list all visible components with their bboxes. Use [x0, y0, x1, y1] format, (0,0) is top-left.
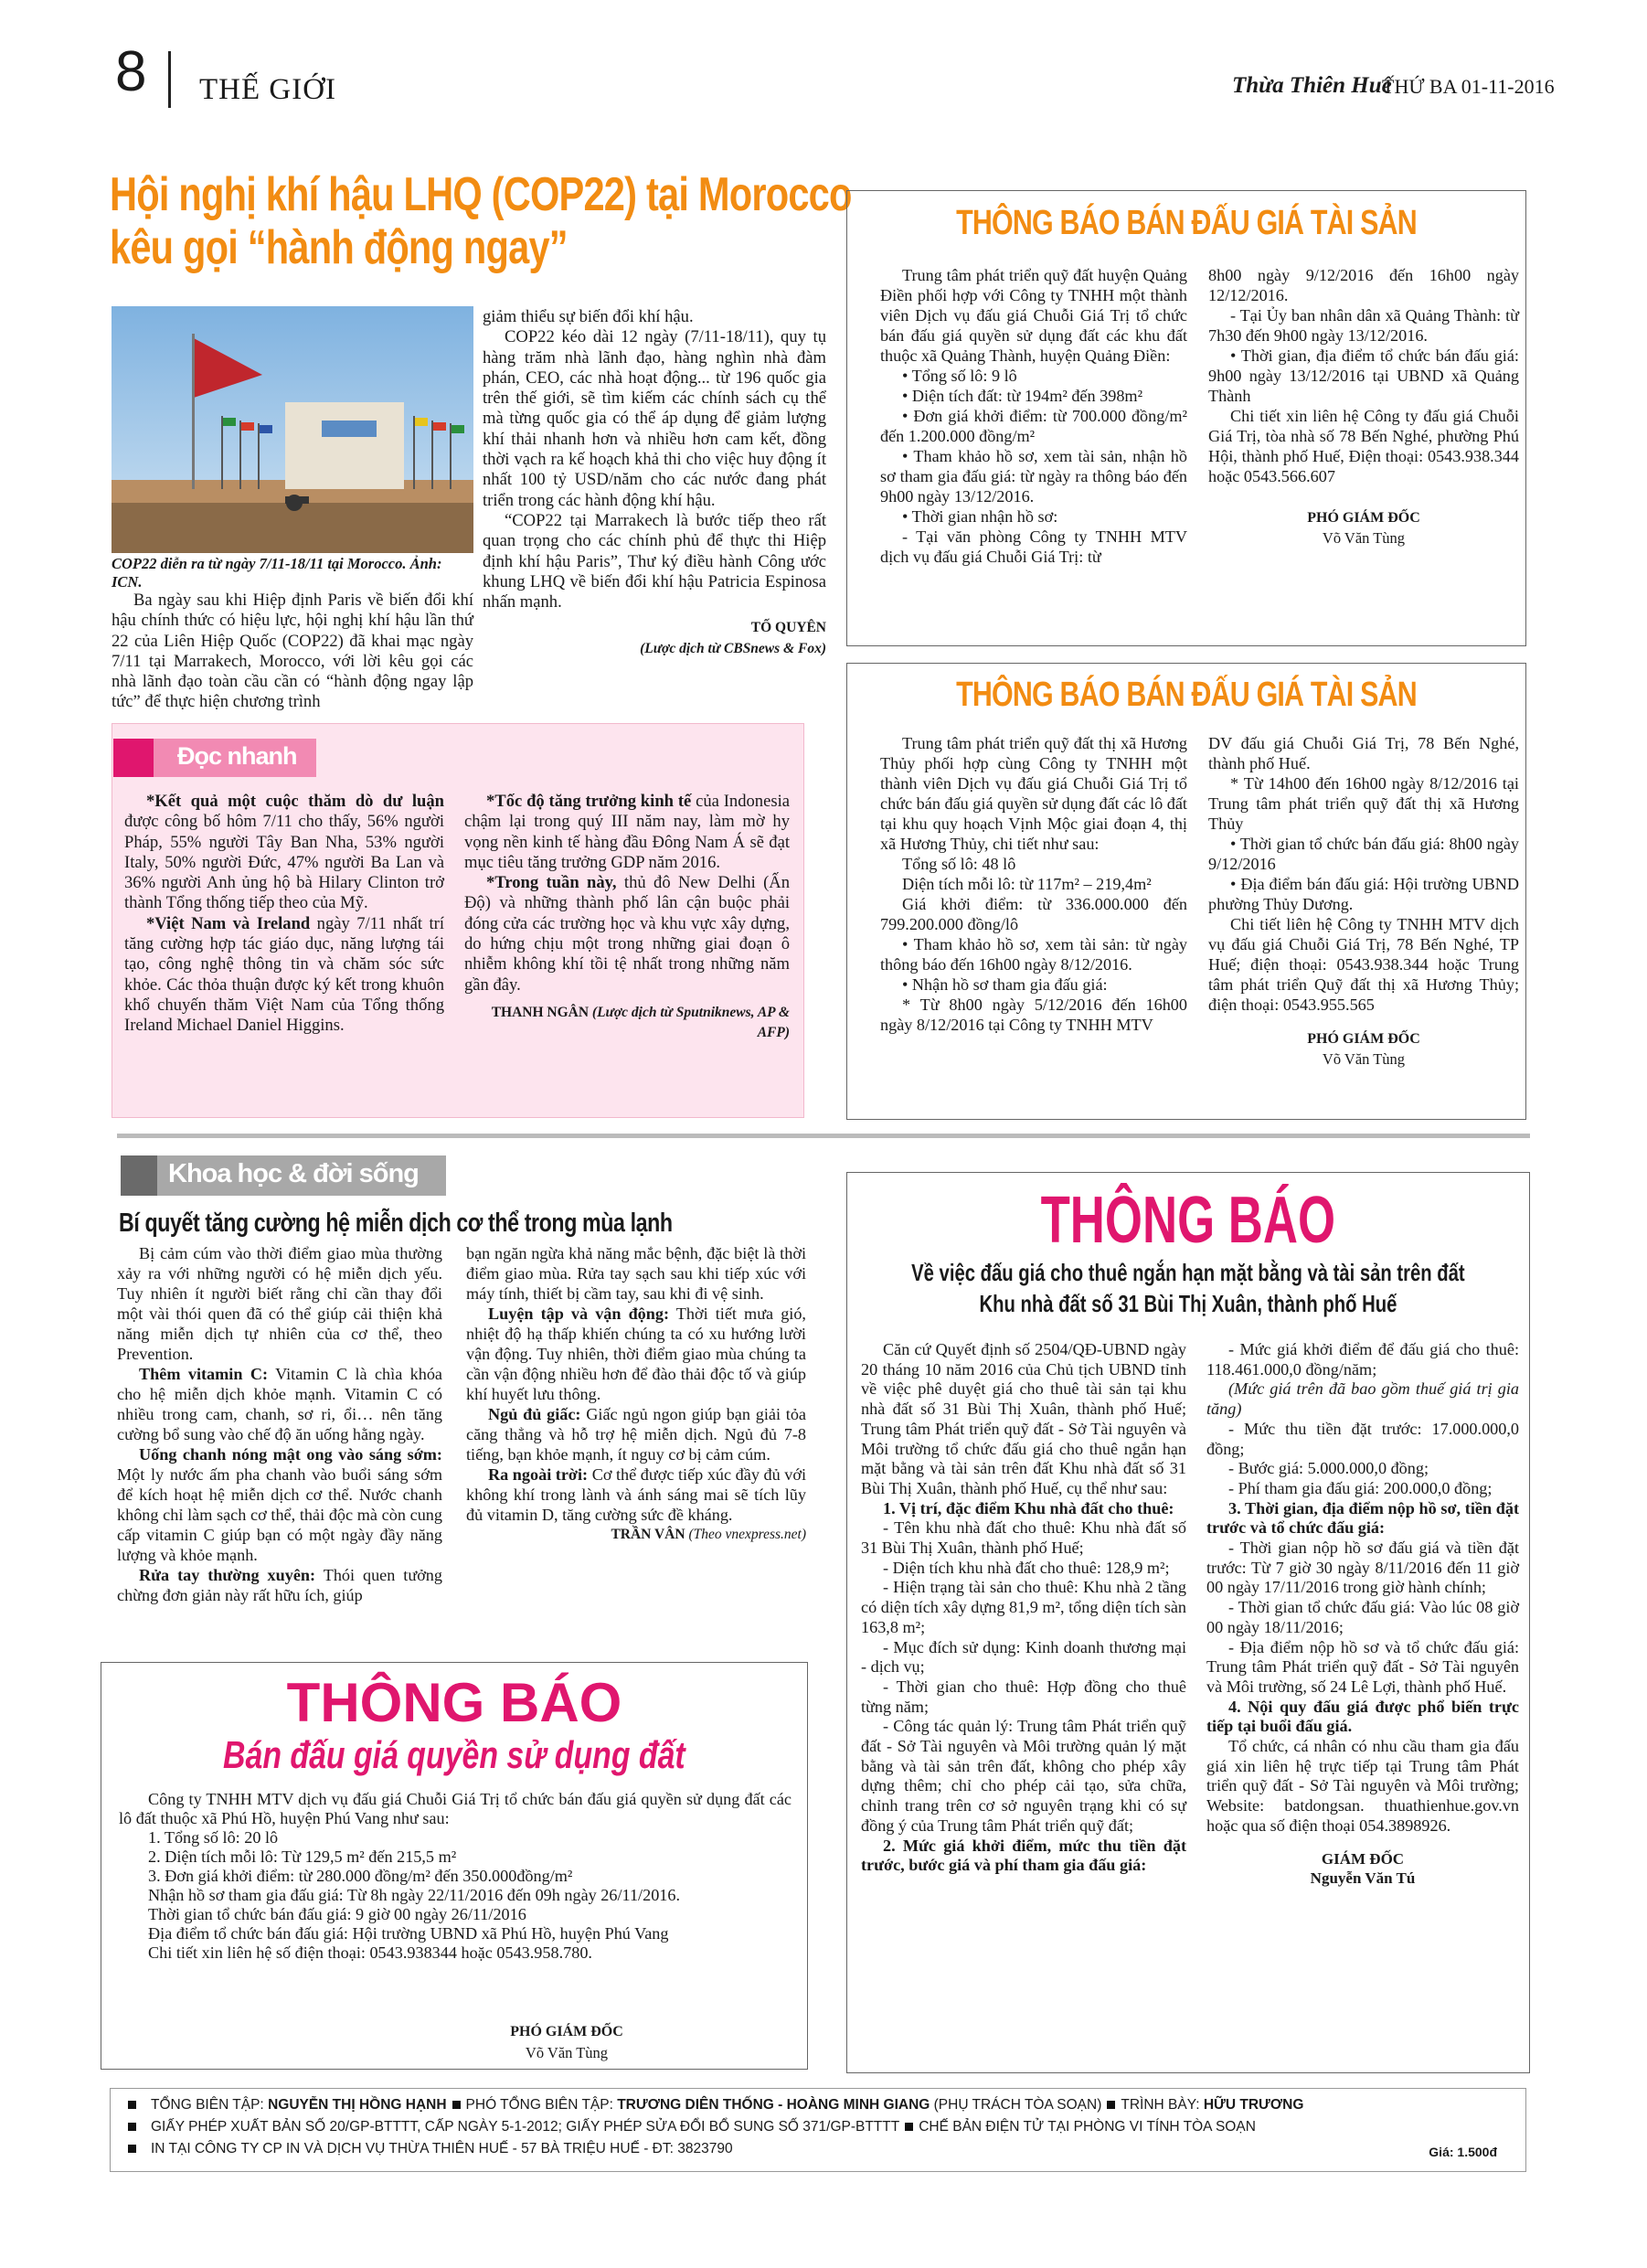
ad2-l5: • Tham khảo hồ sơ, xem tài sản: từ ngày thông báo đến 16h00 ngày 8/12/2016. [880, 935, 1187, 974]
cop22-source: (Lược dịch từ CBSnews & Fox) [640, 640, 826, 656]
cop22-photo [112, 306, 473, 553]
ad4-r2: (Mức giá trên đã bao gồm thuế giá trị gia tăng) [1206, 1379, 1519, 1419]
docnhanh-i2: ngày 7/11 nhất trí tăng cường hợp tác giáo dục, năng lượng tái tạo, công nghệ thông tin và chăm sóc sức khỏe. Các thỏa thuận được ký kết trong khuôn khổ chuyến thăm Việt Nam của Tổng thống Ireland Michael Daniel Higgins. [124, 913, 444, 1036]
docnhanh-source: (Lược dịch từ Sputniknews, AP & AFP) [591, 1004, 790, 1040]
docnhanh-i1: được công bố hôm 7/11 cho thấy, 56% người Pháp, 55% người Tây Ban Nha, 53% người Italy, 50% người Đức, 47% người Ba Lan và 36% người Anh ủng hộ bà Hilary Clinton trở thành Tổng thống tiếp theo của Mỹ. [124, 812, 444, 913]
page-number: 8 [115, 40, 147, 103]
cop22-p2: giảm thiểu sự biến đổi khí hậu. [483, 307, 694, 326]
khoahoc-label: Khoa học & đời sống [168, 1159, 419, 1188]
cop22-caption: COP22 diễn ra từ ngày 7/11-18/11 tại Morocco. Ảnh: ICN. [112, 555, 442, 591]
cop22-col2 [483, 307, 826, 659]
footer-printer: IN TẠI CÔNG TY CP IN VÀ DỊCH VỤ THỪA THIÊN HUẾ - 57 BÀ TRIỆU HUẾ - ĐT: 3823790 [151, 2141, 733, 2156]
ad1-col1 [880, 265, 1187, 567]
docnhanh-i3-lead: *Tốc độ tăng trưởng kinh tế [486, 792, 692, 811]
cop22-col1 [112, 591, 473, 713]
kh-p5: bạn ngăn ngừa khả năng mắc bệnh, đặc biệt là thời điểm giao mùa. Rửa tay sạch sau khi tiếp xúc với máy tính, thiết bị cầm tay, sau khi đi vệ sinh. [466, 1244, 806, 1303]
khoahoc-title: Bí quyết tăng cường hệ miễn dịch cơ thể trong mùa lạnh [119, 1209, 673, 1238]
docnhanh-i4-lead: *Trong tuần này, [486, 873, 617, 893]
ad4-l5: - Mục đích sử dụng: Kinh doanh thương mại - dịch vụ; [861, 1637, 1186, 1677]
ad2-r4: • Địa điểm bán đấu giá: Hội trường UBND phường Thủy Dương. [1208, 875, 1519, 913]
ad4-h2: 2. Mức giá khởi điểm, mức thu tiền đặt trước, bước giá và phí tham gia đấu giá: [861, 1836, 1186, 1875]
ad3-title: THÔNG BÁO [286, 1672, 622, 1733]
docnhanh-col1 [124, 792, 444, 1037]
ad2-r3: • Thời gian tổ chức bán đấu giá: 8h00 ngày 9/12/2016 [1208, 835, 1519, 873]
ad2-l1: Trung tâm phát triển quỹ đất thị xã Hương Thủy phối hợp cùng Công ty TNHH một thành viên Dịch vụ đấu giá Chuỗi Giá Trị tổ chức bán đấu giá quyền sử dụng đất các lô đất tại khu quy hoạch Vịnh Mộc giai đoạn 4, thị xã Hương Thủy, chi tiết như sau: [880, 734, 1187, 853]
ad1-r1: 8h00 ngày 9/12/2016 đến 16h00 ngày 12/12/2016. [1208, 266, 1519, 304]
footer-line-1 [128, 2097, 1303, 2114]
cop22-headline-1: Hội nghị khí hậu LHQ (COP22) tại Morocco [110, 168, 852, 221]
kh-p3-lead: Uống chanh nóng mật ong vào sáng sớm: [139, 1445, 442, 1464]
kh-p3: Một ly nước ấm pha chanh vào buổi sáng sớm để kích hoạt hệ miễn dịch cơ thể. Nước chanh không chỉ làm sạch cơ thể, thải độc mà còn cung cấp vitamin C giúp bạn có một ngày đầy năng lượng và khỏe mạnh. [117, 1465, 442, 1564]
docnhanh-i4: thủ đô New Delhi (Ấn Độ) và những thành phố lân cận buộc phải đóng cửa các trường học và khu vực xây dựng, do hứng chịu một trong những giai đoạn ô nhiễm không khí tồi tệ nhất trong những năm gần đây. [464, 873, 790, 995]
ad3-l1: Công ty TNHH MTV dịch vụ đấu giá Chuỗi Giá Trị tổ chức bán đấu giá quyền sử dụng đất các lô đất thuộc xã Phú Hồ, huyện Phú Vang như sau: [119, 1790, 792, 1827]
ad4-r9: Tổ chức, cá nhân có nhu cầu tham gia đấu giá xin liên hệ trực tiếp tại Trung tâm Phát triển quỹ đất - Sở Tài nguyên và Môi trường; Website: batdongsan. thuathienhue.gov.vn hoặc qua số điện thoại 054.3898926. [1206, 1737, 1519, 1835]
ad4-r3: - Mức thu tiền đặt trước: 17.000.000,0 đồng; [1206, 1419, 1519, 1458]
footer-ptbt-label: PHÓ TỔNG BIÊN TẬP: [465, 2097, 613, 2113]
kh-p6-lead: Luyện tập và vận động: [488, 1304, 670, 1323]
ad3-name: Võ Văn Tùng [525, 2044, 609, 2061]
kh-p2: Vitamin C là chìa khóa cho hệ miễn dịch khỏe mạnh. Vitamin C có nhiều trong cam, chanh, sơ ri, ổi… nên tăng cường bổ sung vào chế độ ăn uống hằng ngày. [117, 1365, 442, 1443]
kh-p2-lead: Thêm vitamin C: [139, 1365, 269, 1383]
ad2-name: Võ Văn Tùng [1322, 1050, 1406, 1068]
docnhanh-col2 [464, 792, 790, 1043]
ad4-r8: - Địa điểm nộp hồ sơ và tổ chức đấu giá: Trung tâm Phát triển quỹ đất - Sở Tài nguyên và Môi trường, số 24 Lê Lợi, thành phố Huế. [1206, 1637, 1519, 1696]
ad4-r4: - Bước giá: 5.000.000,0 đồng; [1228, 1459, 1429, 1478]
cop22-p3: COP22 kéo dài 12 ngày (7/11-18/11), quy tụ hàng trăm nhà lãnh đạo, hàng nghìn nhà đàm phán, CEO, các nhà hoạt động... từ 196 quốc gia trên thế giới, sẽ tìm kiếm các chính sách cụ thể mà từng quốc gia có thể áp dụng để giảm lượng khí thải nhanh hơn và nhiều hơn cam kết, đồng thời vạch ra kế hoạch khả thi cho việc huy động ít nhất 100 tỷ USD/năm cho các nước đang phát triển trong các hành động khí hậu. [483, 327, 826, 510]
ad1-name: Võ Văn Tùng [1322, 529, 1406, 547]
ad2-l6: • Nhận hồ sơ tham gia đấu giá: [902, 975, 1108, 994]
ad4-r5: - Phí tham gia đấu giá: 200.000,0 đồng; [1228, 1478, 1493, 1497]
ad3-l4: 3. Đơn giá khởi điểm: từ 280.000 đồng/m² đến 350.000đồng/m² [148, 1867, 573, 1885]
ad1-l5: • Tham khảo hồ sơ, xem tài sản, nhận hồ sơ tham gia đấu giá: từ ngày ra thông báo đến 9h00 ngày 13/12/2016. [880, 447, 1187, 506]
cop22-p4: “COP22 tại Marrakech là bước tiếp theo rất quan trọng cho các chính phủ để thực thi Hiệp định khí hậu Paris”, Thư ký điều hành Công ước khung LHQ về biến đổi khí hậu Patricia Espinosa nhấn mạnh. [483, 510, 826, 612]
footer-line-3 [128, 2141, 733, 2157]
footer-ptbt: TRƯƠNG DIÊN THỐNG - HOÀNG MINH GIANG [617, 2097, 930, 2113]
ad2-l4: Giá khởi điểm: từ 336.000.000 đến 799.200.000 đồng/lô [880, 895, 1187, 933]
ad3-l8: Chi tiết xin liên hệ số điện thoại: 0543.938344 hoặc 0543.958.780. [148, 1943, 592, 1962]
ad1-l2: • Tổng số lô: 9 lô [902, 367, 1017, 385]
kh-p4: Thói quen tưởng chừng đơn giản này rất hữu ích, giúp [117, 1566, 442, 1604]
ad1-l6: • Thời gian nhận hồ sơ: [902, 507, 1058, 526]
ad4-r1: - Mức giá khởi điểm để đấu giá cho thuê: 118.461.000,0 đồng/năm; [1206, 1340, 1519, 1379]
cop22-headline-2: kêu gọi “hành động ngay” [110, 221, 568, 274]
ad3-l6: Thời gian tổ chức bán đấu giá: 9 giờ 00 ngày 26/11/2016 [148, 1905, 526, 1923]
kh-source: (Theo vnexpress.net) [688, 1527, 806, 1542]
footer-ptbt-note: (PHỤ TRÁCH TÒA SOẠN) [933, 2097, 1102, 2113]
ad1-l3: • Diện tích đất: từ 194m² đến 398m² [902, 387, 1143, 405]
ad1-r4: Chi tiết xin liên hệ Công ty đấu giá Chuỗi Giá Trị, tòa nhà số 78 Bến Nghé, phường Phú Hội, thành phố Huế, Điện thoại: 0543.938.344 hoặc 0543.566.607 [1208, 407, 1519, 485]
ad3-body [119, 1790, 792, 1963]
ad1-col2 [1208, 265, 1519, 548]
ad2-r2: * Từ 14h00 đến 16h00 ngày 8/12/2016 tại Trung tâm phát triển quỹ đất thị xã Hương Thủy [1208, 774, 1519, 833]
ad4-r7: - Thời gian tổ chức đấu giá: Vào lúc 08 giờ 00 ngày 18/11/2016; [1206, 1598, 1519, 1636]
kh-author: TRẦN VÂN [611, 1527, 685, 1542]
ad3-l2: 1. Tổng số lô: 20 lô [148, 1828, 279, 1847]
ad3-sig: PHÓ GIÁM ĐỐC [510, 2024, 623, 2039]
docnhanh-i1-lead: *Kết quả một cuộc thăm dò dư luận [146, 792, 444, 811]
ad2-r5: Chi tiết liên hệ Công ty TNHH MTV dịch vụ đấu giá Chuỗi Giá Trị, 78 Bến Nghé, TP Huế; điện thoại: 0543.938.344 hoặc Trung tâm phát triển Quỹ đất thị xã Hương Thủy; điện thoại: 0543.955.565 [1208, 915, 1519, 1014]
ad4-col2 [1206, 1340, 1519, 1889]
ad4-l6: - Thời gian cho thuê: Hợp đồng cho thuê từng năm; [861, 1677, 1186, 1716]
ad2-sig: PHÓ GIÁM ĐỐC [1307, 1031, 1420, 1047]
ad4-l7: - Công tác quản lý: Trung tâm Phát triển quỹ đất - Sở Tài nguyên và Môi trường quản lý mặt bằng và tài sản trên đất, không cho phép xây dựng thêm; chỉ cho phép cải tạo, sửa chữa, chỉnh trang trên cơ sở nguyên trạng khi có sự đồng ý của Trung tâm Phát triển quỹ đất; [861, 1717, 1186, 1835]
ad2-title: THÔNG BÁO BÁN ĐẤU GIÁ TÀI SẢN [956, 676, 1417, 714]
ad4-title: THÔNG BÁO [1040, 1184, 1336, 1257]
docnhanh-i3: của Indonesia chậm lại trong quý III năm nay, làm mờ hy vọng nền kinh tế hàng đầu Đông Nam Á sẽ đạt mục tiêu tăng trưởng GDP năm 2016. [464, 792, 790, 872]
ad2-l7: * Từ 8h00 ngày 5/12/2016 đến 16h00 ngày 8/12/2016 tại Công ty TNHH MTV [880, 996, 1187, 1034]
ad1-r3: • Thời gian, địa điểm tổ chức bán đấu giá: 9h00 ngày 13/12/2016 tại UBND xã Quảng Thành [1208, 346, 1519, 405]
ad4-l4: - Hiện trạng tài sản cho thuê: Khu nhà 2 tầng có diện tích xây dựng 81,9 m², tổng diện tích sàn 163,8 m²; [861, 1578, 1186, 1636]
khoahoc-col1 [117, 1243, 442, 1605]
ad4-sub2: Khu nhà đất số 31 Bùi Thị Xuân, thành phố Huế [979, 1290, 1397, 1317]
footer-tbt-label: TỔNG BIÊN TẬP: [151, 2097, 264, 2113]
ad4-l1: Căn cứ Quyết định số 2504/QĐ-UBND ngày 20 tháng 10 năm 2016 của Chủ tịch UBND tỉnh về việc phê duyệt giá cho thuê tài sản tại khu nhà đất số 31 Bùi Thị Xuân, thành phố Huế; Trung tâm Phát triển quỹ đất - Sở Tài nguyên và Môi trường tổ chức đấu giá cho thuê ngắn hạn mặt bằng và tài sản trên đất Khu nhà đất số 31 Bùi Thị Xuân, thành phố Huế, cụ thể như sau: [861, 1340, 1186, 1497]
ad3-subtitle: Bán đấu giá quyền sử dụng đất [223, 1733, 685, 1776]
kh-p1: Bị cảm cúm vào thời điểm giao mùa thường xảy ra với những người có hệ miễn dịch yếu. Tuy nhiên ít người biết rằng chỉ cần thay đổi một vài thói quen đã có thể giúp cải thiện khả năng miễn dịch tự nhiên của cơ thể, theo Prevention. [117, 1244, 442, 1363]
issue-date: THỨ BA 01-11-2016 [1382, 75, 1555, 98]
kh-p8: Cơ thể được tiếp xúc đầy đủ với không khí trong lành và ánh sáng mai sẽ tích lũy đủ vitamin D, tăng cường sức đề kháng. [466, 1465, 806, 1524]
ad2-col2 [1208, 733, 1519, 1070]
ad4-col1 [861, 1340, 1186, 1876]
ad3-l5: Nhận hồ sơ tham gia đấu giá: Từ 8h ngày 22/11/2016 đến 09h ngày 26/11/2016. [148, 1886, 681, 1904]
footer-license: GIẤY PHÉP XUẤT BẢN SỐ 20/GP-BTTTT, CẤP NGÀY 5-1-2012; GIẤY PHÉP SỬA ĐỔI BỔ SUNG SỐ 371/GP-BTTTT [151, 2119, 900, 2135]
ad4-h3: 3. Thời gian, địa điểm nộp hồ sơ, tiền đặt trước và tổ chức đấu giá: [1206, 1498, 1519, 1538]
ad4-r6: - Thời gian nộp hồ sơ đấu giá và tiền đặt trước: Từ 7 giờ 30 ngày 8/11/2016 đến 11 giờ 00 ngày 17/11/2016 trong giờ hành chính; [1206, 1539, 1519, 1597]
ad1-sig: PHÓ GIÁM ĐỐC [1307, 510, 1420, 526]
ad4-sig: GIÁM ĐỐC [1321, 1849, 1405, 1868]
ad1-l4: • Đơn giá khởi điểm: từ 700.000 đồng/m² đến 1.200.000 đồng/m² [880, 407, 1187, 445]
ad4-sub1: Về việc đấu giá cho thuê ngắn hạn mặt bằng và tài sản trên đất [911, 1259, 1465, 1286]
ad2-col1 [880, 733, 1187, 1035]
ad4-name: Nguyễn Văn Tú [1310, 1869, 1416, 1888]
kh-p8-lead: Ra ngoài trời: [488, 1465, 589, 1484]
ad4-h4: 4. Nội quy đấu giá được phổ biến trực tiếp tại buổi đấu giá. [1206, 1697, 1519, 1736]
footer-tb-label: TRÌNH BÀY: [1121, 2097, 1200, 2113]
paper-name: Thừa Thiên Huế [1232, 73, 1392, 98]
ad3-l3: 2. Diện tích mỗi lô: Từ 129,5 m² đến 215,5 m² [148, 1847, 457, 1866]
footer-price: Giá: 1.500đ [1429, 2145, 1497, 2159]
docnhanh-author: THANH NGÂN [491, 1004, 590, 1020]
docnhanh-i2-lead: *Việt Nam và Ireland [146, 913, 311, 933]
footer-content [128, 2095, 1517, 2172]
footer-tb: HỮU TRƯƠNG [1203, 2097, 1304, 2113]
kh-p7: Giấc ngủ ngon giúp bạn giải tỏa căng thẳng và hỗ trợ hệ miễn dịch. Ngủ đủ 7-8 tiếng, bạn khỏe mạnh, ít nguy cơ bị cảm cúm. [466, 1405, 806, 1464]
section-title: THẾ GIỚI [199, 73, 337, 106]
kh-p7-lead: Ngủ đủ giấc: [488, 1405, 581, 1423]
ad1-title: THÔNG BÁO BÁN ĐẤU GIÁ TÀI SẢN [956, 204, 1417, 242]
footer-tbt: NGUYỄN THỊ HỒNG HẠNH [268, 2097, 447, 2113]
ad4-l2: - Tên khu nhà đất cho thuê: Khu nhà đất số 31 Bùi Thị Xuân, thành phố Huế; [861, 1518, 1186, 1558]
khoahoc-col2 [466, 1243, 806, 1545]
ad4-h1: 1. Vị trí, đặc điểm Khu nhà đất cho thuê: [883, 1498, 1174, 1517]
footer-prepress: CHẾ BẢN ĐIỆN TỬ TẠI PHÒNG VI TÍNH TÒA SOẠN [919, 2119, 1256, 2135]
kh-p6: Thời tiết mưa gió, nhiệt độ hạ thấp khiến chúng ta có xu hướng lười vận động. Tuy nhiên, thời điểm giao mùa chúng ta cần vận động nhiều hơn để đào thải độc tố và giúp khí huyết lưu thông. [466, 1304, 806, 1403]
ad1-r2: - Tại Ủy ban nhân dân xã Quảng Thành: từ 7h30 đến 9h00 ngày 13/12/2016. [1208, 306, 1519, 345]
section-rule [117, 1134, 1530, 1138]
footer-line-2 [128, 2119, 1256, 2135]
cop22-author: TỐ QUYÊN [750, 620, 826, 636]
ad1-l1: Trung tâm phát triển quỹ đất huyện Quảng Điền phối hợp với Công ty TNHH một thành viên Dịch vụ đấu giá Chuỗi Giá Trị tổ chức bán đấu giá quyền sử dụng đất các khu đất thuộc xã Quảng Thành, huyện Quảng Điền: [880, 266, 1187, 365]
ad2-r1: DV đấu giá Chuỗi Giá Trị, 78 Bến Nghé, thành phố Huế. [1208, 734, 1519, 772]
ad4-l3: - Diện tích khu nhà đất cho thuê: 128,9 m²; [883, 1558, 1170, 1577]
docnhanh-label: Đọc nhanh [177, 742, 297, 770]
ad1-l7: - Tại văn phòng Công ty TNHH MTV dịch vụ đấu giá Chuỗi Giá Trị: từ [880, 527, 1187, 566]
kh-p4-lead: Rửa tay thường xuyên: [139, 1566, 316, 1584]
ad2-l2: Tổng số lô: 48 lô [902, 855, 1016, 873]
ad3-l7: Địa điểm tổ chức bán đấu giá: Hội trường UBND xã Phú Hồ, huyện Phú Vang [148, 1924, 669, 1943]
ad2-l3: Diện tích mỗi lô: từ 117m² – 219,4m² [902, 875, 1152, 893]
header-divider [168, 51, 171, 108]
cop22-p1: Ba ngày sau khi Hiệp định Paris về biến đổi khí hậu chính thức có hiệu lực, hội nghị khí hậu lần thứ 22 của Liên Hiệp Quốc (COP22) đã khai mạc ngày 7/11 tại Marrakech, Morocco, với lời kêu gọi các nhà lãnh đạo toàn cầu cần có “hành động ngay lập tức” để thực hiện chương trình [112, 591, 473, 712]
